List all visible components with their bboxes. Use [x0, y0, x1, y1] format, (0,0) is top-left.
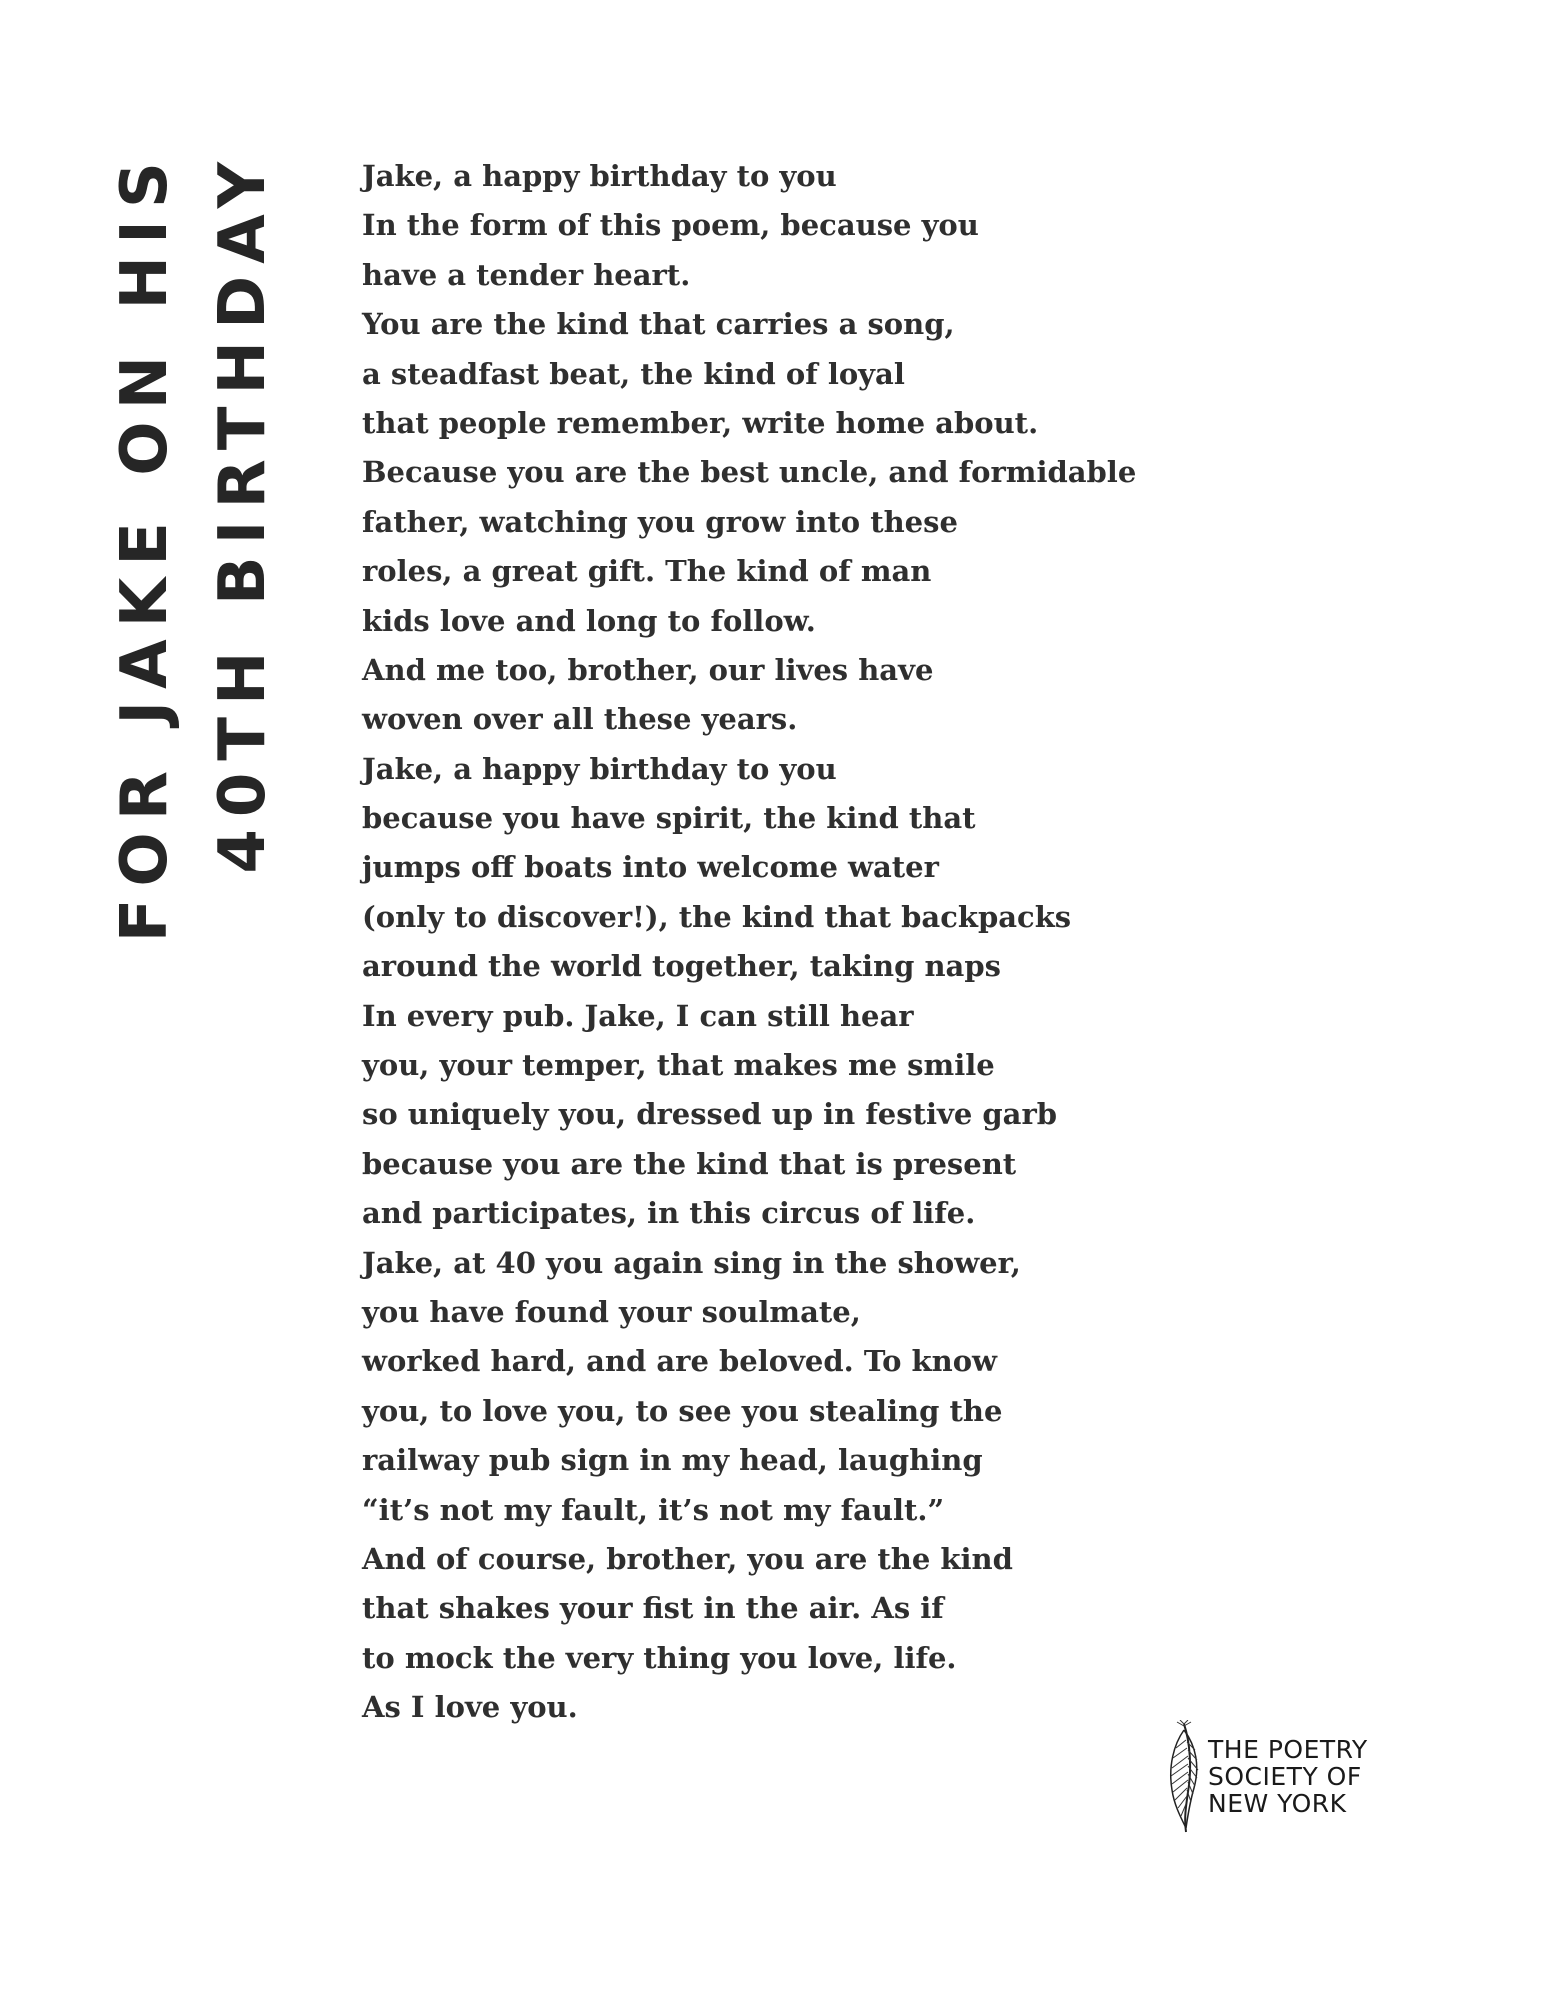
poem-line: that shakes your fist in the air. As if [362, 1591, 944, 1626]
poem-line: that people remember, write home about. [362, 405, 1039, 440]
poem-line: Jake, a happy birthday to you [362, 751, 837, 786]
poem-line: In every pub. Jake, I can still hear [362, 998, 914, 1033]
poem-line: to mock the very thing you love, life. [362, 1640, 957, 1675]
poem-line: because you have spirit, the kind that [362, 801, 976, 836]
poem-line: you have found your soulmate, [362, 1294, 861, 1329]
poetry-society-logo [1160, 1720, 1420, 1840]
poem-line: (only to discover!), the kind that backpacks [362, 899, 1072, 934]
poem-line: worked hard, and are beloved. To know [362, 1344, 998, 1379]
logo-line-2: SOCIETY OF [1208, 1762, 1362, 1791]
logo-text [1208, 1736, 1368, 1817]
poem-line: In the form of this poem, because you [362, 208, 979, 243]
poem-title [108, 150, 280, 1010]
poem-line: father, watching you grow into these [362, 504, 958, 539]
poem-line: so uniquely you, dressed up in festive garb [362, 1097, 1058, 1132]
poem-line: around the world together, taking naps [362, 949, 1001, 984]
poem-line: a steadfast beat, the kind of loyal [362, 356, 905, 391]
poem-line: you, to love you, to see you stealing the [362, 1393, 1003, 1428]
title-line-1: FOR JAKE ON HIS [108, 150, 182, 943]
feather-icon [1160, 1720, 1204, 1835]
poem-line: and participates, in this circus of life. [362, 1196, 976, 1231]
poem-line: Because you are the best uncle, and formidable [362, 455, 1137, 490]
logo-line-1: THE POETRY [1208, 1735, 1368, 1764]
poem-line: And me too, brother, our lives have [362, 652, 934, 687]
poem-line: jumps off boats into welcome water [362, 850, 939, 885]
poem-body [362, 152, 1162, 1733]
title-line-2: 40TH BIRTHDAY [206, 150, 280, 874]
poem-line: railway pub sign in my head, laughing [362, 1443, 983, 1478]
poem-line: roles, a great gift. The kind of man [362, 554, 932, 589]
poem-line: And of course, brother, you are the kind [362, 1541, 1013, 1576]
poem-line: You are the kind that carries a song, [362, 307, 955, 342]
poem-line: “it’s not my fault, it’s not my fault.” [362, 1492, 945, 1527]
poem-line: kids love and long to follow. [362, 603, 816, 638]
poem-line: Jake, at 40 you again sing in the shower, [362, 1245, 1021, 1280]
poem-line: Jake, a happy birthday to you [362, 159, 837, 193]
poem-line: have a tender heart. [362, 257, 691, 292]
logo-line-3: NEW YORK [1208, 1789, 1347, 1818]
poem-line: you, your temper, that makes me smile [362, 1048, 995, 1083]
poem-line: woven over all these years. [362, 702, 798, 737]
poem-line: As I love you. [362, 1690, 578, 1725]
poem-line: because you are the kind that is present [362, 1146, 1017, 1181]
